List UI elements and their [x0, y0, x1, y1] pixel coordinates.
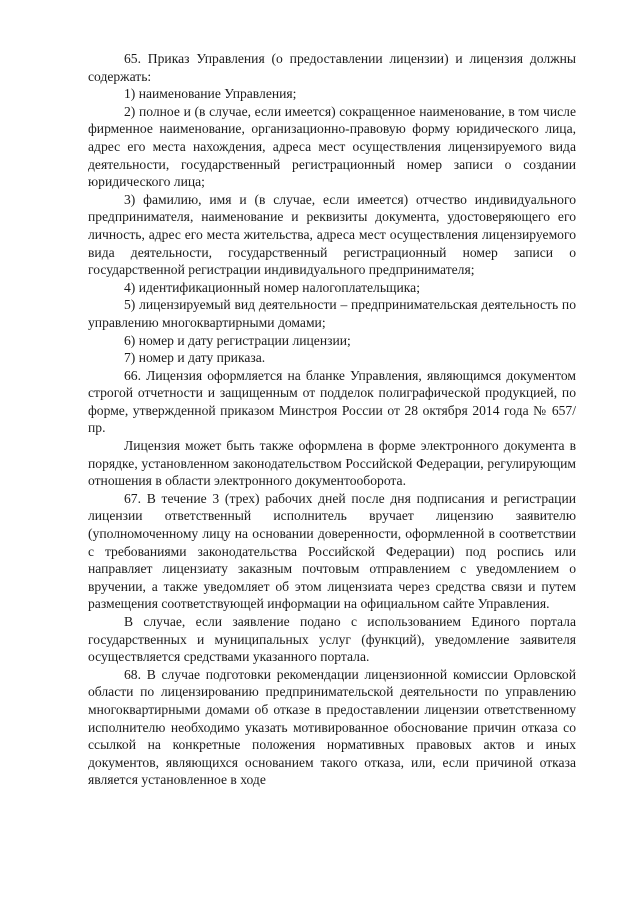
paragraph-68: 68. В случае подготовки рекомендации лицензионной комиссии Орловской области по лицензированию предпринимательской деятельности по управлению многоквартирными домами об отказе в предоставлении лицензии ответственному исполнителю необходимо указать мотивированное обоснование причин отказа со ссылкой на конкретные положения нормативных правовых актов и иных документов, являющихся основанием такого отказа, или, если причиной отказа является установленное в ходе [88, 666, 576, 788]
list-item-7: 7) номер и дату приказа. [124, 350, 266, 366]
list-item-4: 4) идентификационный номер налогоплательщика; [124, 279, 420, 295]
paragraph-66: 66. Лицензия оформляется на бланке Управления, являющимся документом строгой отчетности и защищенным от подделок полиграфической продукцией, по форме, утвержденной приказом Минстроя России от 28 октября 2014 года № 657/пр. [88, 367, 576, 436]
paragraph-67-portal: В случае, если заявление подано с использованием Единого портала государственных и муниципальных услуг (функций), уведомление заявителя осуществляется средствами указанного портала. [88, 614, 576, 665]
list-item-6: 6) номер и дату регистрации лицензии; [124, 332, 351, 348]
paragraph-65: 65. Приказ Управления (о предоставлении лицензии) и лицензия должны содержать: [88, 51, 576, 84]
list-item-3: 3) фамилию, имя и (в случае, если имеется) отчество индивидуального предпринимателя, наименование и реквизиты документа, удостоверяющего его личность, адрес его места жительства, адреса мест осуществления лицензируемого вида деятельности, государственный регистрационный номер записи о государственной регистрации индивидуального предпринимателя; [88, 191, 576, 278]
document-body [88, 50, 576, 789]
list-item-1: 1) наименование Управления; [124, 86, 297, 102]
paragraph-66-electronic: Лицензия может быть также оформлена в форме электронного документа в порядке, установленном законодательством Российской Федерации, регулирующим отношения в области электронного документооборота. [88, 438, 576, 489]
paragraph-67: 67. В течение 3 (трех) рабочих дней после дня подписания и регистрации лицензии ответственный исполнитель вручает лицензию заявителю (уполномоченному лицу на основании доверенности, оформленной в соответствии с требованиями законодательства Российской Федерации) под роспись или направляет лицензиату заказным почтовым отправлением с уведомлением о вручении, а также уведомляет об этом лицензиата через средства связи и путем размещения соответствующей информации на официальном сайте Управления. [88, 490, 576, 612]
list-item-2: 2) полное и (в случае, если имеется) сокращенное наименование, в том числе фирменное наименование, организационно-правовую форму юридического лица, адрес его места нахождения, адреса мест осуществления лицензируемого вида деятельности, государственный регистрационный номер записи о создании юридического лица; [88, 103, 576, 190]
list-item-5: 5) лицензируемый вид деятельности – предпринимательская деятельность по управлению многоквартирными домами; [88, 297, 576, 330]
